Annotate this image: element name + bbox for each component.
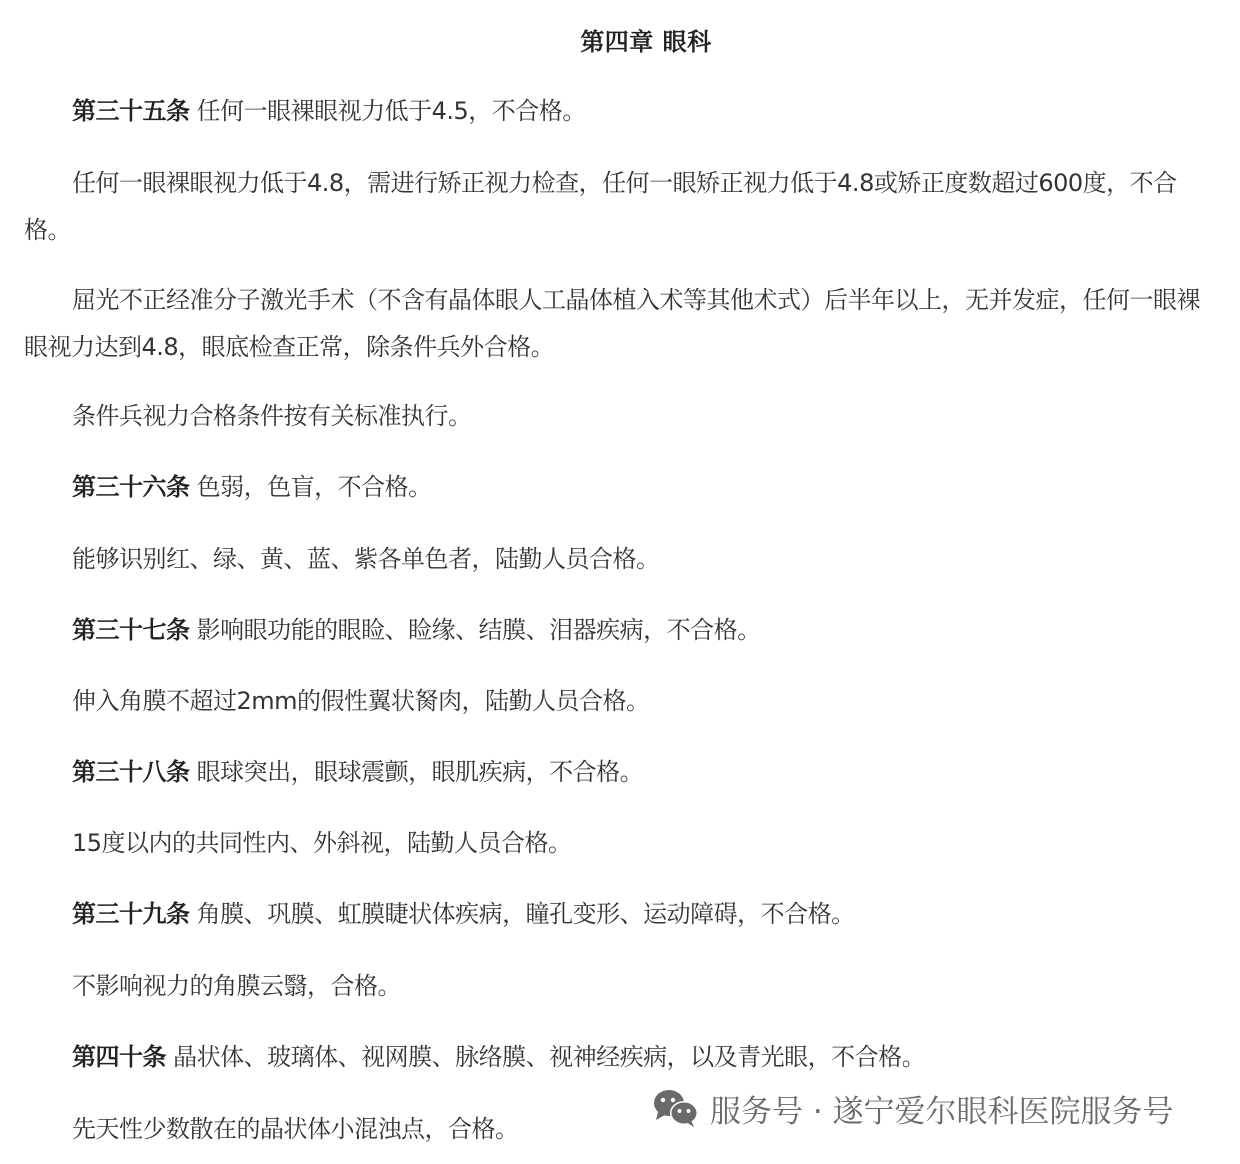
chapter-title: 第四章 眼科 xyxy=(580,28,712,56)
paragraph-text: 影响眼功能的眼睑、睑缘、结膜、泪器疾病，不合格。 xyxy=(189,616,761,644)
paragraph-article-38 xyxy=(24,749,1216,796)
paragraph-text: 任何一眼裸眼视力低于4.5，不合格。 xyxy=(189,97,586,125)
paragraph-text: 先天性少数散在的晶状体小混浊点，合格。 xyxy=(72,1115,519,1143)
article-number: 第三十八条 xyxy=(72,758,190,786)
paragraph-article-36 xyxy=(24,464,1216,511)
paragraph xyxy=(24,277,1216,371)
paragraph-text: 眼球突出，眼球震颤，眼肌疾病，不合格。 xyxy=(189,758,644,786)
watermark xyxy=(652,1086,1174,1130)
paragraph xyxy=(24,160,1216,254)
wechat-icon xyxy=(652,1088,700,1128)
paragraph-text: 15度以内的共同性内、外斜视，陆勤人员合格。 xyxy=(72,829,572,857)
article-number: 第三十七条 xyxy=(72,616,190,644)
article-number: 第三十五条 xyxy=(72,97,190,125)
paragraph-text: 伸入角膜不超过2mm的假性翼状胬肉，陆勤人员合格。 xyxy=(72,687,650,715)
paragraph-text: 晶状体、玻璃体、视网膜、脉络膜、视神经疾病，以及青光眼，不合格。 xyxy=(166,1043,926,1071)
paragraph-text: 角膜、巩膜、虹膜睫状体疾病，瞳孔变形、运动障碍，不合格。 xyxy=(189,900,855,928)
paragraph-text: 能够识别红、绿、黄、蓝、紫各单色者，陆勤人员合格。 xyxy=(72,545,660,573)
paragraph xyxy=(24,963,1216,1010)
article-number: 第三十六条 xyxy=(72,473,190,501)
paragraph xyxy=(24,820,1216,867)
paragraph-article-35 xyxy=(24,88,1216,135)
paragraph-text: 任何一眼裸眼视力低于4.8，需进行矫正视力检查，任何一眼矫正视力低于4.8或矫正度数超过600度，不合格。 xyxy=(24,169,1177,244)
paragraph-text: 不影响视力的角膜云翳，合格。 xyxy=(72,972,401,1000)
paragraph xyxy=(24,678,1216,725)
article-number: 第三十九条 xyxy=(72,900,190,928)
paragraph-article-39 xyxy=(24,891,1216,938)
article-number: 第四十条 xyxy=(72,1043,166,1071)
paragraph xyxy=(24,393,1216,440)
paragraph-text: 屈光不正经准分子激光手术（不含有晶体眼人工晶体植入术等其他术式）后半年以上，无并发症，任何一眼裸眼视力达到4.8，眼底检查正常，除条件兵外合格。 xyxy=(24,286,1200,361)
paragraph-article-40 xyxy=(24,1034,1216,1081)
paragraph-article-37 xyxy=(24,607,1216,654)
watermark-text: 服务号 · 遂宁爱尔眼科医院服务号 xyxy=(710,1093,1174,1130)
paragraph-text: 色弱，色盲，不合格。 xyxy=(189,473,432,501)
paragraph xyxy=(24,536,1216,583)
paragraph-text: 条件兵视力合格条件按有关标准执行。 xyxy=(72,402,472,430)
